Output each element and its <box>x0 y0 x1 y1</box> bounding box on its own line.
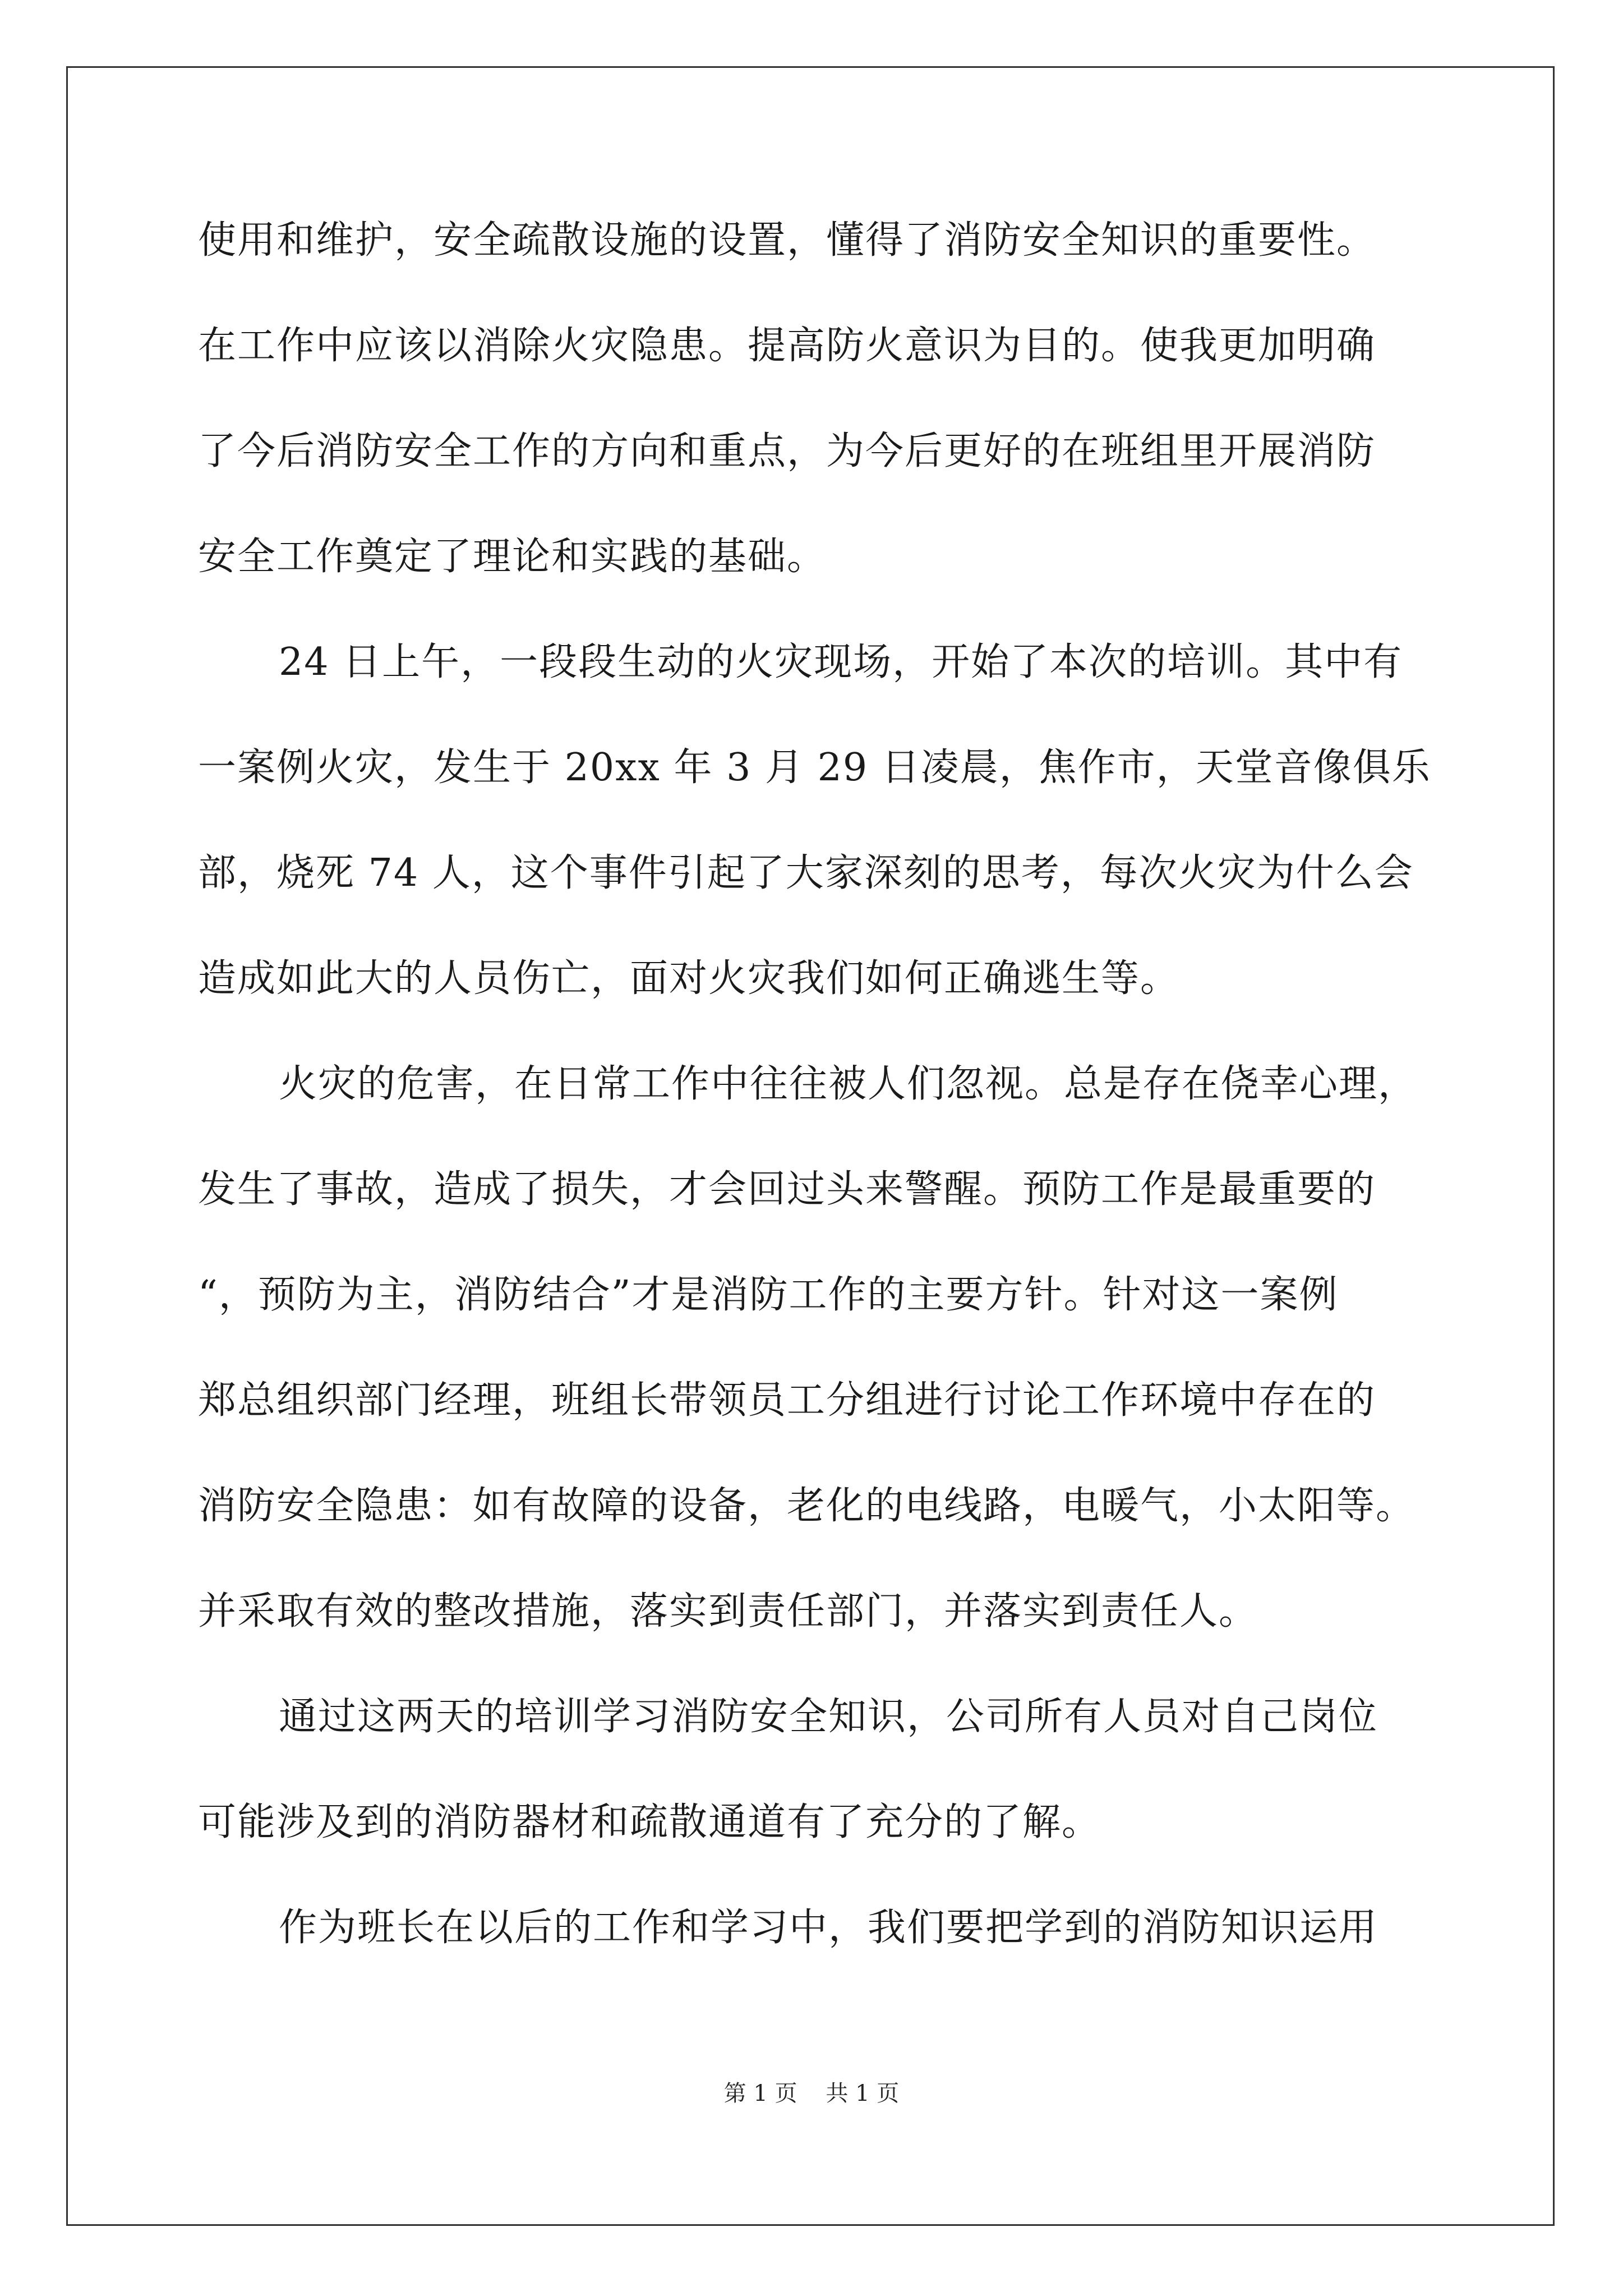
paragraph-first-line: 24 日上午，一段段生动的火灾现场，开始了本次的培训。其中有 <box>279 640 1403 684</box>
paragraph-first-line: 火灾的危害，在日常工作中往往被人们忽视。总是存在侥幸心理， <box>279 1062 1418 1106</box>
paragraph-first-line: 通过这两天的培训学习消防安全知识，公司所有人员对自己岗位 <box>279 1695 1378 1739</box>
text-line: 消防安全隐患：如有故障的设备，老化的电线路，电暖气，小太阳等。 <box>198 1484 1415 1528</box>
text-line: 造成如此大的人员伤亡，面对火灾我们如何正确逃生等。 <box>198 956 1180 1001</box>
text-line: 发生了事故，造成了损失，才会回过头来警醒。预防工作是最重要的 <box>198 1167 1376 1212</box>
text-line: 一案例火灾，发生于 20xx 年 3 月 29 日凌晨，焦作市，天堂音像俱乐 <box>198 746 1431 790</box>
text-line: 使用和维护，安全疏散设施的设置，懂得了消防安全知识的重要性。 <box>198 218 1376 263</box>
text-line: 可能涉及到的消防器材和疏散通道有了充分的了解。 <box>198 1800 1101 1844</box>
text-line: 部，烧死 74 人，这个事件引起了大家深刻的思考，每次火灾为什么会 <box>198 851 1414 895</box>
text-line: 郑总组织部门经理，班组长带领员工分组进行讨论工作环境中存在的 <box>198 1378 1376 1423</box>
document-body <box>198 188 1460 1981</box>
text-line: 安全工作奠定了理论和实践的基础。 <box>198 535 827 579</box>
text-line: “，预防为主，消防结合”才是消防工作的主要方针。针对这一案例 <box>198 1273 1339 1317</box>
text-line: 在工作中应该以消除火灾隐患。提高防火意识为目的。使我更加明确 <box>198 324 1376 368</box>
paragraph-first-line: 作为班长在以后的工作和学习中，我们要把学到的消防知识运用 <box>279 1906 1378 1950</box>
page-number-footer: 第 1 页 共 1 页 <box>723 2081 900 2106</box>
text-line: 了今后消防安全工作的方向和重点，为今后更好的在班组里开展消防 <box>198 429 1376 473</box>
text-line: 并采取有效的整改措施，落实到责任部门，并落实到责任人。 <box>198 1589 1258 1634</box>
